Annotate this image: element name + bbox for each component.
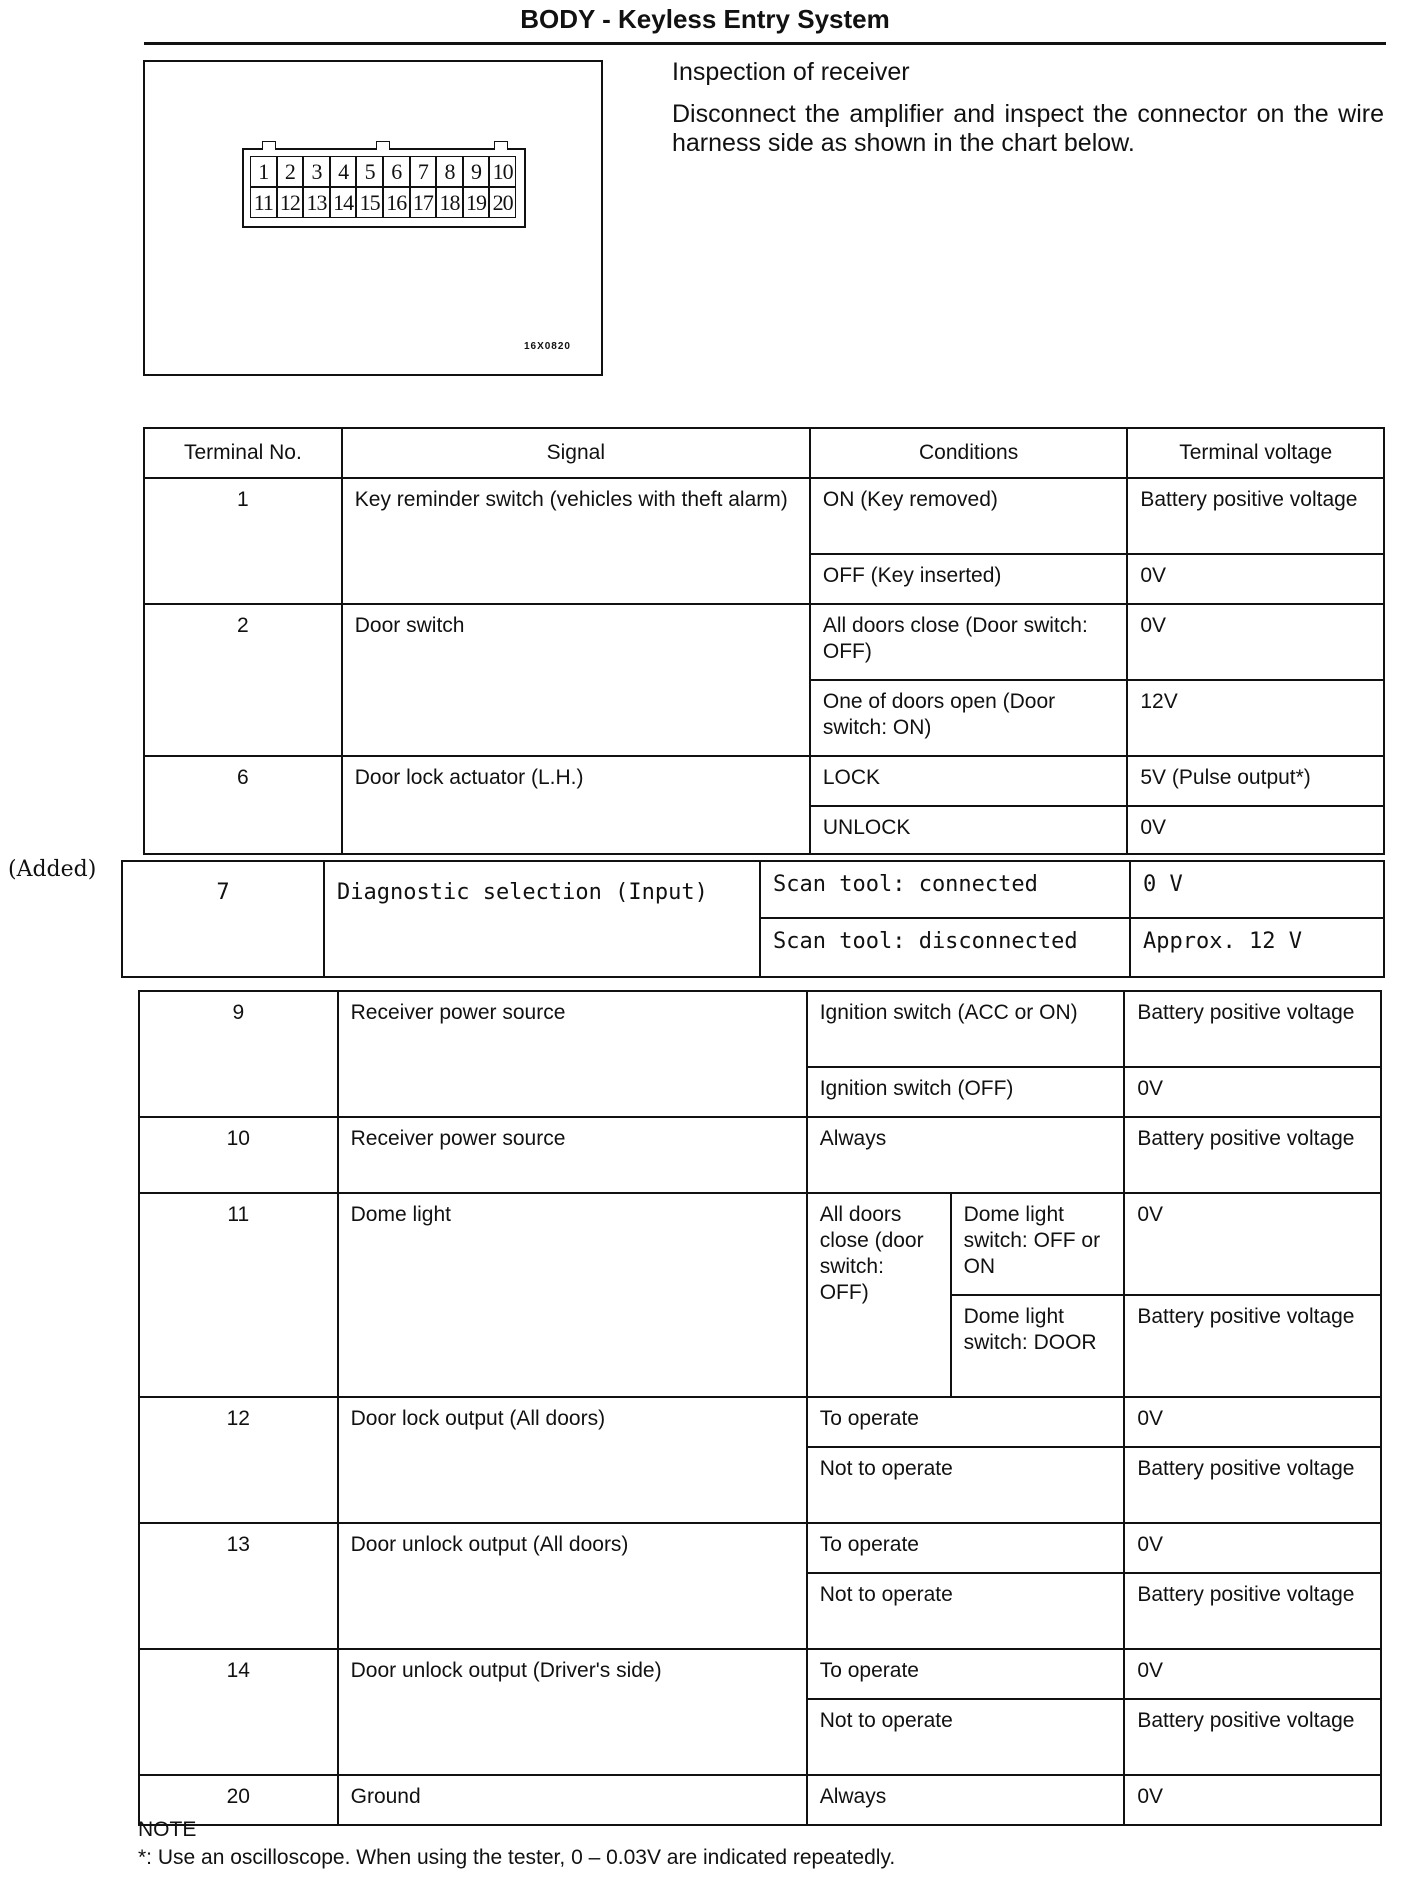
signal: Receiver power source (338, 1117, 807, 1193)
voltage: Battery positive voltage (1124, 991, 1381, 1067)
section-title: Inspection of receiver (672, 58, 910, 86)
table-row (139, 1193, 1381, 1295)
voltage: Battery positive voltage (1124, 1573, 1381, 1649)
connector-pin: 18 (436, 187, 463, 218)
signal: Door lock actuator (L.H.) (342, 756, 810, 854)
condition: Not to operate (807, 1699, 1125, 1775)
table-row (139, 1775, 1381, 1825)
connector-pin: 1 (250, 156, 277, 187)
voltage: 0V (1127, 604, 1384, 680)
signal: Key reminder switch (vehicles with theft alarm) (342, 478, 810, 604)
condition: To operate (807, 1649, 1125, 1699)
table-row (144, 756, 1384, 806)
terminal-table-lower (138, 990, 1382, 1826)
table-row (139, 1397, 1381, 1447)
condition: Always (807, 1775, 1125, 1825)
connector-diagram (242, 148, 526, 228)
figure-code: 16X0820 (523, 341, 571, 352)
signal: Dome light (338, 1193, 807, 1397)
terminal-no: 20 (139, 1775, 338, 1825)
connector-pin: 13 (303, 187, 330, 218)
table-row (139, 1523, 1381, 1573)
header-signal: Signal (342, 428, 810, 478)
signal: Ground (338, 1775, 807, 1825)
voltage: Battery positive voltage (1124, 1447, 1381, 1523)
voltage: 5V (Pulse output*) (1127, 756, 1384, 806)
terminal-no: 7 (216, 880, 230, 905)
connector-pin: 19 (463, 187, 490, 218)
connector-pin: 20 (489, 187, 516, 218)
condition-sub: Dome light switch: OFF or ON (951, 1193, 1125, 1295)
terminal-no: 11 (139, 1193, 338, 1397)
voltage: Battery positive voltage (1124, 1295, 1381, 1397)
voltage: 0 V (1129, 862, 1383, 919)
connector-pin: 15 (356, 187, 383, 218)
condition: Always (807, 1117, 1125, 1193)
connector-pin: 2 (277, 156, 304, 187)
connector-pin: 14 (330, 187, 357, 218)
terminal-no: 2 (144, 604, 342, 756)
condition-sub: Dome light switch: DOOR (951, 1295, 1125, 1397)
terminal-no: 14 (139, 1649, 338, 1775)
connector-pin: 7 (410, 156, 437, 187)
voltage: 0V (1124, 1193, 1381, 1295)
connector-pin: 17 (410, 187, 437, 218)
connector-tab (262, 141, 276, 150)
signal: Door unlock output (Driver's side) (338, 1649, 807, 1775)
terminal-no: 1 (144, 478, 342, 604)
connector-pin: 4 (330, 156, 357, 187)
connector-pin: 12 (277, 187, 304, 218)
condition: One of doors open (Door switch: ON) (810, 680, 1128, 756)
terminal-no: 12 (139, 1397, 338, 1523)
signal: Door switch (342, 604, 810, 756)
connector-row-bottom (250, 187, 516, 218)
voltage: Battery positive voltage (1124, 1117, 1381, 1193)
terminal-no: 9 (139, 991, 338, 1117)
condition: To operate (807, 1523, 1125, 1573)
condition: Not to operate (807, 1447, 1125, 1523)
connector-pin: 5 (356, 156, 383, 187)
section-text: Disconnect the amplifier and inspect the connector on the wire harness side as shown in the chart below. (672, 100, 1384, 157)
note-text: *: Use an oscilloscope. When using the tester, 0 – 0.03V are indicated repeatedly. (138, 1846, 896, 1869)
signal: Receiver power source (338, 991, 807, 1117)
connector-pin: 11 (250, 187, 277, 218)
connector-pin: 9 (463, 156, 490, 187)
voltage: Battery positive voltage (1124, 1699, 1381, 1775)
voltage: 0V (1124, 1067, 1381, 1117)
condition: Scan tool: connected (759, 862, 1129, 919)
voltage: 0V (1124, 1397, 1381, 1447)
table-header-row (144, 428, 1384, 478)
connector-tab (494, 141, 508, 150)
voltage: Battery positive voltage (1127, 478, 1384, 554)
condition: OFF (Key inserted) (810, 554, 1128, 604)
connector-pin: 8 (436, 156, 463, 187)
connector-pin: 3 (303, 156, 330, 187)
connector-pin: 10 (489, 156, 516, 187)
table-row (144, 604, 1384, 680)
voltage: Approx. 12 V (1129, 919, 1383, 976)
voltage: 12V (1127, 680, 1384, 756)
condition: LOCK (810, 756, 1128, 806)
connector-figure (143, 60, 603, 376)
condition: To operate (807, 1397, 1125, 1447)
connector-pin: 6 (383, 156, 410, 187)
page-header (144, 4, 1386, 45)
voltage: 0V (1127, 554, 1384, 604)
voltage: 0V (1124, 1649, 1381, 1699)
condition: Ignition switch (OFF) (807, 1067, 1125, 1117)
condition: Ignition switch (ACC or ON) (807, 991, 1125, 1067)
added-label: (Added) (8, 857, 97, 882)
condition: All doors close (Door switch: OFF) (810, 604, 1128, 680)
voltage: 0V (1124, 1775, 1381, 1825)
page-title: BODY - Keyless Entry System (520, 4, 890, 34)
condition: Scan tool: disconnected (759, 919, 1129, 976)
condition-main: All doors close (door switch: OFF) (807, 1193, 951, 1397)
terminal-table-upper (143, 427, 1385, 855)
voltage: 0V (1124, 1523, 1381, 1573)
condition: ON (Key removed) (810, 478, 1128, 554)
added-row-terminal-7 (121, 860, 1385, 978)
table-row (139, 991, 1381, 1067)
terminal-no: 6 (144, 756, 342, 854)
signal: Door unlock output (All doors) (338, 1523, 807, 1649)
header-terminal-no: Terminal No. (144, 428, 342, 478)
header-terminal-voltage: Terminal voltage (1127, 428, 1384, 478)
table-row (144, 478, 1384, 554)
condition: UNLOCK (810, 806, 1128, 854)
voltage: 0V (1127, 806, 1384, 854)
condition: Not to operate (807, 1573, 1125, 1649)
terminal-no: 10 (139, 1117, 338, 1193)
signal: Door lock output (All doors) (338, 1397, 807, 1523)
connector-tab (376, 141, 390, 150)
table-row (139, 1117, 1381, 1193)
signal: Diagnostic selection (Input) (323, 862, 759, 976)
connector-pin: 16 (383, 187, 410, 218)
note-title: NOTE (138, 1818, 197, 1841)
table-row (139, 1649, 1381, 1699)
terminal-no: 13 (139, 1523, 338, 1649)
header-conditions: Conditions (810, 428, 1128, 478)
connector-row-top (250, 156, 516, 187)
